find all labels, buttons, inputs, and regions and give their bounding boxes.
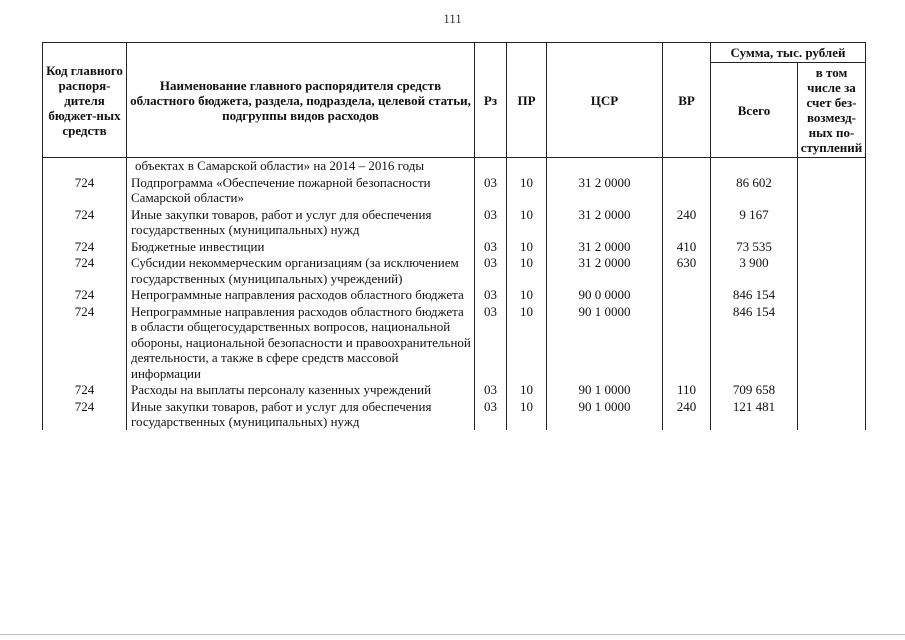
cell-rz: 03: [475, 381, 507, 398]
cell-gratis: [798, 158, 866, 174]
cell-total: 3 900: [711, 254, 798, 286]
cell-rz: 03: [475, 303, 507, 382]
header-csr: ЦСР: [547, 43, 663, 158]
cell-code: 724: [43, 381, 127, 398]
cell-name: объектах в Самарской области» на 2014 – 2016 годы: [127, 158, 475, 174]
cell-name: Иные закупки товаров, работ и услуг для обеспечения государственных (муниципальных) нужд: [127, 398, 475, 430]
header-gratis: в том числе за счет без-возмезд-ных по-ступлений: [798, 63, 866, 158]
cell-name: Иные закупки товаров, работ и услуг для обеспечения государственных (муниципальных) нужд: [127, 206, 475, 238]
cell-total: [711, 158, 798, 174]
cell-name: Непрограммные направления расходов областного бюджета в области общегосударственных вопросов, национальной обороны, национальной безопасности и правоохранительной деятельности, а также в сфере средств массовой информации: [127, 303, 475, 382]
cell-gratis: [798, 174, 866, 206]
cell-vr: [663, 303, 711, 382]
cell-rz: 03: [475, 254, 507, 286]
cell-pr: 10: [507, 174, 547, 206]
cell-gratis: [798, 286, 866, 303]
table-row: [43, 238, 866, 255]
cell-csr: 90 1 0000: [547, 381, 663, 398]
cell-pr: 10: [507, 381, 547, 398]
cell-vr: [663, 286, 711, 303]
table-body: [43, 158, 866, 430]
cell-gratis: [798, 381, 866, 398]
cell-total: 9 167: [711, 206, 798, 238]
cell-gratis: [798, 398, 866, 430]
cell-name: Бюджетные инвестиции: [127, 238, 475, 255]
table-row: [43, 206, 866, 238]
budget-table: [42, 42, 866, 430]
cell-code: 724: [43, 174, 127, 206]
table-row: [43, 303, 866, 382]
cell-pr: 10: [507, 254, 547, 286]
cell-pr: 10: [507, 238, 547, 255]
header-pr: ПР: [507, 43, 547, 158]
cell-rz: 03: [475, 174, 507, 206]
header-total: Всего: [711, 63, 798, 158]
page-edge-line: [0, 634, 905, 635]
cell-csr: [547, 158, 663, 174]
cell-total: 86 602: [711, 174, 798, 206]
cell-total: 846 154: [711, 286, 798, 303]
cell-pr: 10: [507, 286, 547, 303]
header-name: Наименование главного распорядителя средств областного бюджета, раздела, подраздела, целевой статьи, подгруппы видов расходов: [127, 43, 475, 158]
header-rz: Рз: [475, 43, 507, 158]
table-row: [43, 286, 866, 303]
cell-vr: 240: [663, 398, 711, 430]
cell-pr: 10: [507, 206, 547, 238]
cell-total: 73 535: [711, 238, 798, 255]
header-code: Код главного распоря-дителя бюджет-ных средств: [43, 43, 127, 158]
cell-code: 724: [43, 254, 127, 286]
cell-name: Подпрограмма «Обеспечение пожарной безопасности Самарской области»: [127, 174, 475, 206]
cell-pr: 10: [507, 303, 547, 382]
header-vr: ВР: [663, 43, 711, 158]
cell-gratis: [798, 206, 866, 238]
page-number: 111: [443, 11, 462, 26]
cell-pr: 10: [507, 398, 547, 430]
cell-csr: 90 1 0000: [547, 303, 663, 382]
cell-code: 724: [43, 238, 127, 255]
cell-total: 846 154: [711, 303, 798, 382]
cell-name: Непрограммные направления расходов областного бюджета: [127, 286, 475, 303]
cell-vr: 110: [663, 381, 711, 398]
table-row: [43, 254, 866, 286]
cell-name: Субсидии некоммерческим организациям (за исключением государственных (муниципальных) учреждений): [127, 254, 475, 286]
cell-vr: 410: [663, 238, 711, 255]
cell-pr: [507, 158, 547, 174]
table-row: [43, 174, 866, 206]
cell-gratis: [798, 303, 866, 382]
cell-vr: [663, 174, 711, 206]
cell-code: 724: [43, 206, 127, 238]
cell-csr: 31 2 0000: [547, 206, 663, 238]
cell-name: Расходы на выплаты персоналу казенных учреждений: [127, 381, 475, 398]
cell-csr: 31 2 0000: [547, 238, 663, 255]
cell-csr: 90 0 0000: [547, 286, 663, 303]
table-row: [43, 381, 866, 398]
cell-vr: 630: [663, 254, 711, 286]
cell-csr: 31 2 0000: [547, 174, 663, 206]
table-row: [43, 398, 866, 430]
cell-vr: 240: [663, 206, 711, 238]
cell-total: 709 658: [711, 381, 798, 398]
cell-csr: 31 2 0000: [547, 254, 663, 286]
cell-code: 724: [43, 398, 127, 430]
cell-csr: 90 1 0000: [547, 398, 663, 430]
cell-vr: [663, 158, 711, 174]
cell-rz: 03: [475, 206, 507, 238]
header-sum-group: Сумма, тыс. рублей: [711, 43, 866, 63]
cell-gratis: [798, 238, 866, 255]
cell-total: 121 481: [711, 398, 798, 430]
cell-rz: [475, 158, 507, 174]
cell-rz: 03: [475, 398, 507, 430]
cell-code: 724: [43, 286, 127, 303]
cell-rz: 03: [475, 286, 507, 303]
cell-code: [43, 158, 127, 174]
cell-rz: 03: [475, 238, 507, 255]
table-row-continuation: [43, 158, 866, 174]
cell-code: 724: [43, 303, 127, 382]
cell-gratis: [798, 254, 866, 286]
